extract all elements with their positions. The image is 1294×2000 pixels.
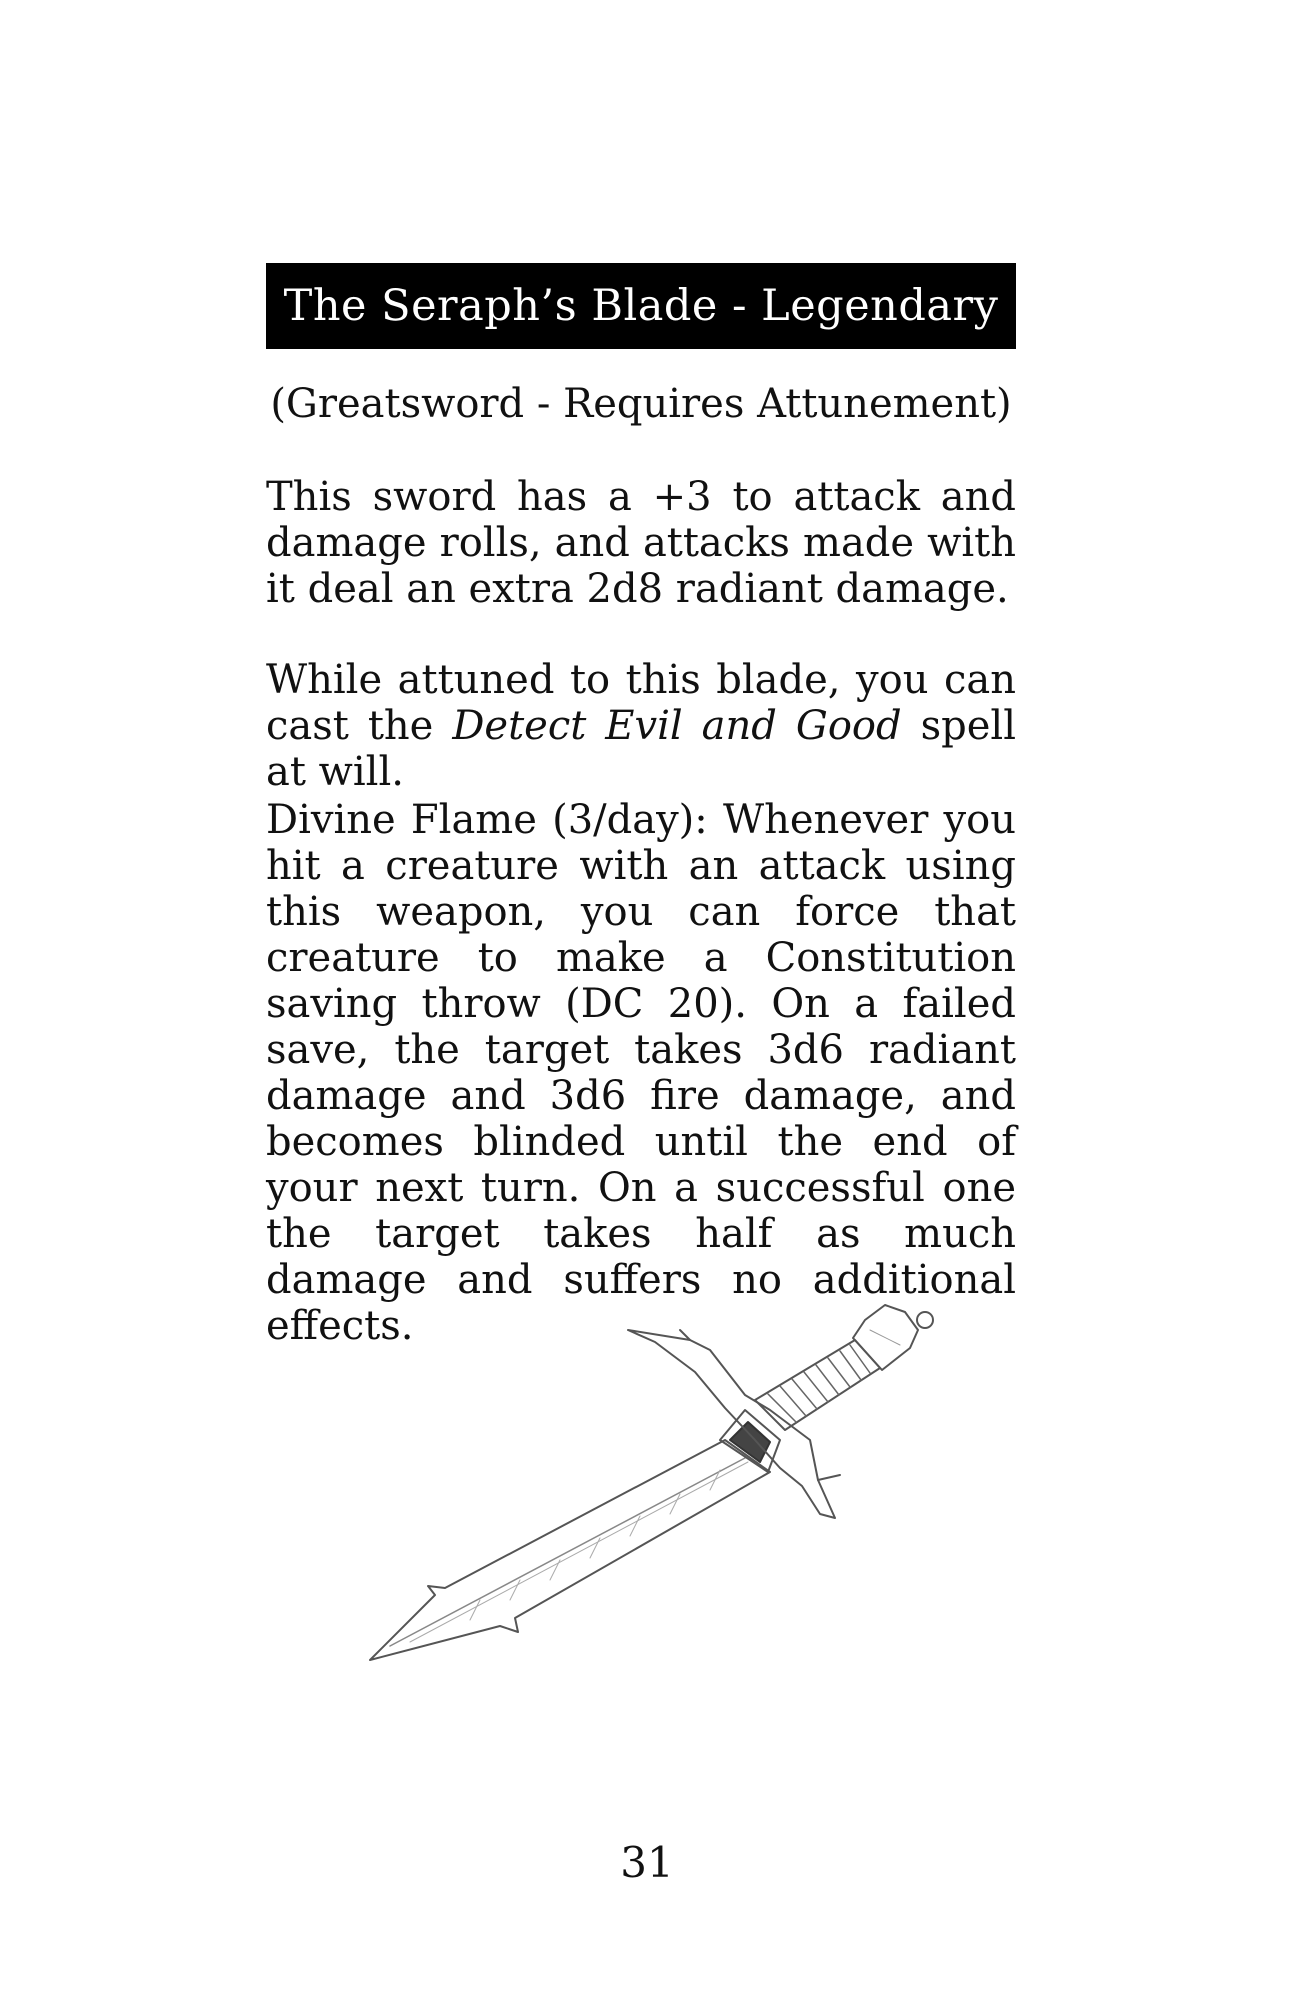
description-paragraph-3: Divine Flame (3/day): Whenever you hit a creature with an attack using this weapon, you can force that creature to make a Constitution saving throw (DC 20). On a failed save, the target takes 3d6 radiant damage and 3d6 fire damage, and becomes blinded until the end of your next turn. On a successful one the target takes half as much damage and suffers no additional effects. <box>266 797 1016 1349</box>
paragraph-2-text-before: While attuned to this blade, you can cast the <box>266 657 1016 749</box>
spell-name: Detect Evil and Good <box>452 703 902 749</box>
description-paragraph-1: This sword has a +3 to attack and damage rolls, and attacks made with it deal an extra 2d8 radiant damage. <box>266 474 1016 612</box>
item-title-bar <box>266 263 1016 349</box>
description-paragraph-2 <box>266 657 1016 795</box>
page-number: 31 <box>620 1838 674 1887</box>
item-title: The Seraph’s Blade - Legendary <box>283 281 999 331</box>
item-subtitle: (Greatsword - Requires Attunement) <box>270 381 1012 427</box>
sword-illustration <box>350 1290 970 1690</box>
paragraph-2-text-after: spell at will. <box>266 703 1016 795</box>
